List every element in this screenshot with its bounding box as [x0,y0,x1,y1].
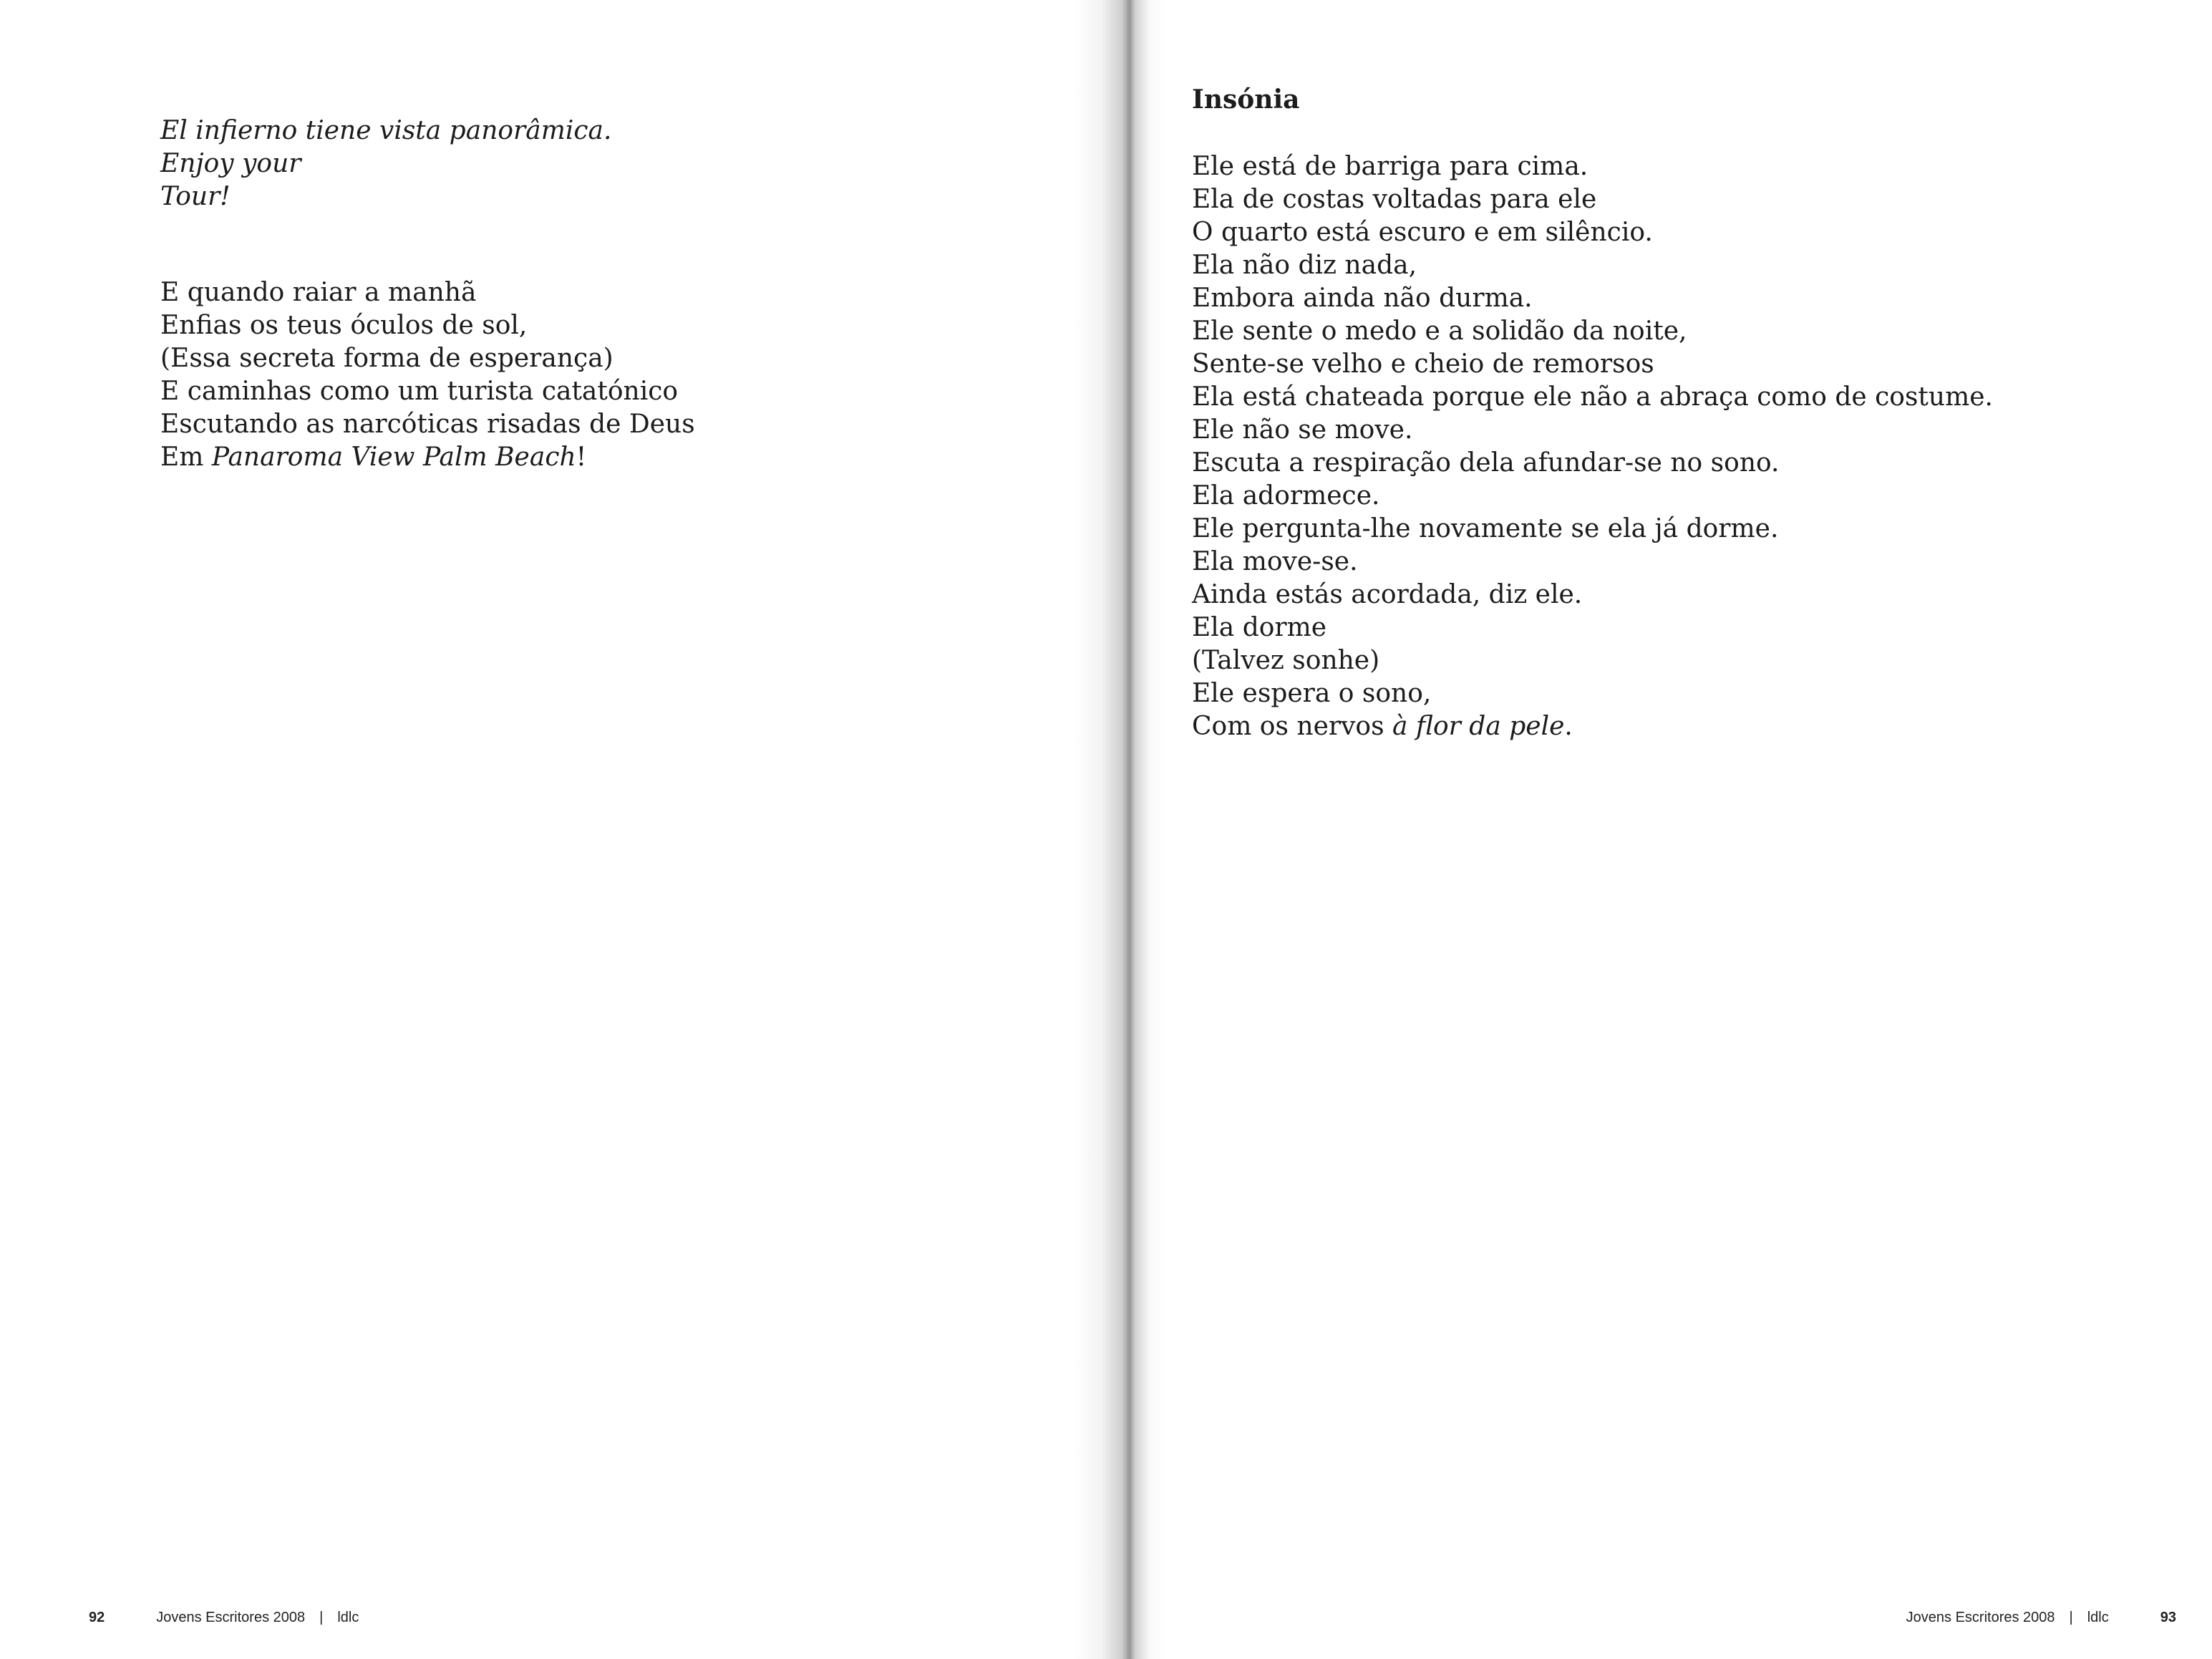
verse-line: E quando raiar a manhã [160,278,477,307]
verse-line: (Talvez sonhe) [1192,646,1380,675]
section-name: ldlc [2087,1610,2109,1625]
verse-line [160,441,695,474]
page-number: 92 [89,1610,105,1625]
verse-line: Escuta a respiração dela afundar-se no sono. [1192,448,1780,478]
verse-line: Enfias os teus óculos de sol, [160,311,528,340]
publication-name: Jovens Escritores 2008 [156,1610,306,1625]
footer-separator: | [319,1610,324,1625]
verse-italic-text: à flor da pele [1392,712,1565,741]
verse-line: Enjoy your [160,149,301,178]
verse-line: Tour! [160,182,231,211]
poem-title: Insónia [1192,84,1300,115]
verse-line: E caminhas como um turista catatónico [160,377,679,406]
section-name: ldlc [337,1610,359,1625]
verse-line: Ela de costas voltadas para ele [1192,185,1597,214]
verse-line: Escutando as narcóticas risadas de Deus [160,410,695,439]
publication-name: Jovens Escritores 2008 [1906,1610,2055,1625]
verse-line: Ela move-se. [1192,547,1358,576]
verse-line: O quarto está escuro e em silêncio. [1192,218,1653,247]
verse-line: Ele pergunta-lhe novamente se ela já dorme. [1192,514,1779,543]
footer-right [1906,1609,2176,1626]
footer-left [89,1609,359,1626]
verse-line: Ainda estás acordada, diz ele. [1192,580,1583,609]
verse-line: Ele não se move. [1192,415,1413,445]
closing-stanza [160,276,695,474]
verse-line: El infierno tiene vista panorâmica. [160,116,612,145]
italic-stanza [160,115,611,213]
verse-line: Ela dorme [1192,613,1327,642]
verse-italic-text: Panaroma View Palm Beach [211,442,576,472]
verse-line: Embora ainda não durma. [1192,284,1533,313]
verse-text: Com os nervos [1192,712,1393,741]
verse-line [1192,710,1993,743]
verse-text: ! [576,442,587,472]
page-number: 93 [2160,1610,2176,1625]
poem-body [1192,150,1993,743]
verse-line: Ele sente o medo e a solidão da noite, [1192,316,1687,346]
verse-text: Em [160,442,212,472]
verse-line: Ela adormece. [1192,481,1380,511]
verse-line: Ele está de barriga para cima. [1192,152,1588,181]
verse-line: (Essa secreta forma de esperança) [160,344,613,373]
verse-line: Sente-se velho e cheio de remorsos [1192,349,1654,379]
verse-line: Ele espera o sono, [1192,679,1432,708]
footer-separator: | [2069,1610,2073,1625]
verse-text: . [1564,712,1573,741]
verse-line: Ela não diz nada, [1192,251,1417,280]
verse-line: Ela está chateada porque ele não a abraça como de costume. [1192,382,1993,412]
